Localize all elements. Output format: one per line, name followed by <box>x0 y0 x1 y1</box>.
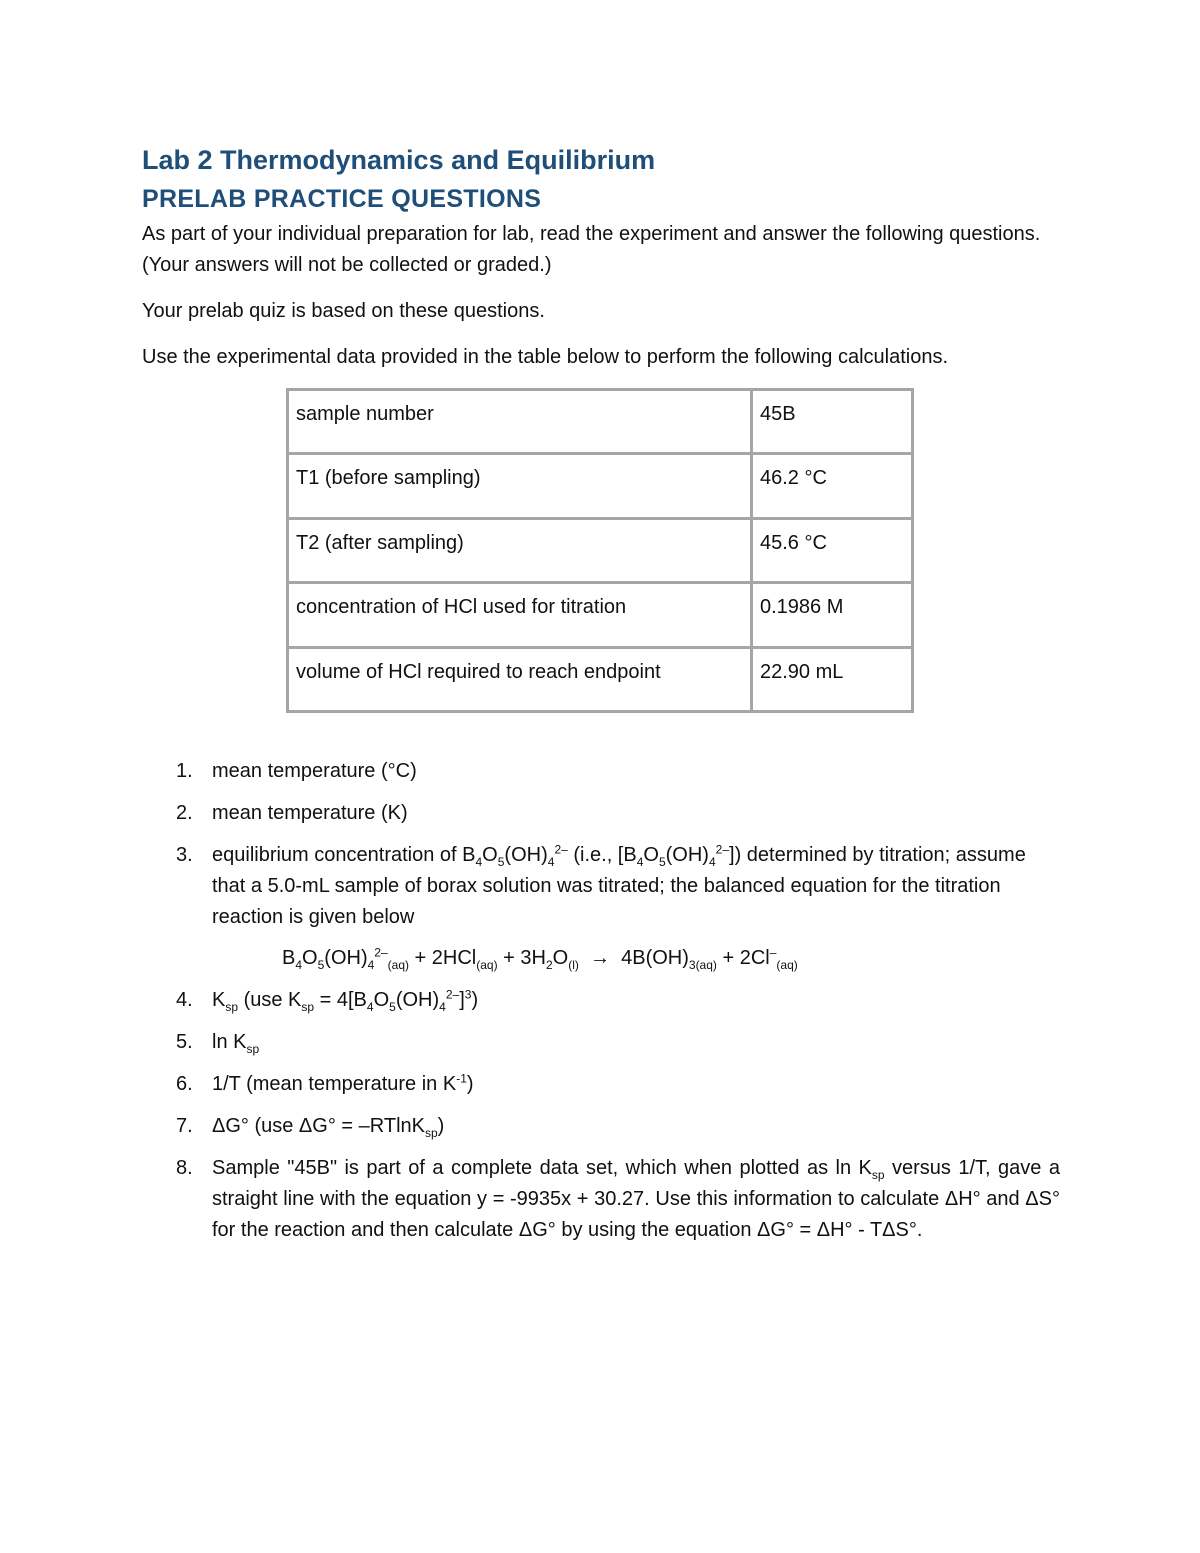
question-text: mean temperature (K) <box>212 802 408 824</box>
row-value: 0.1986 M <box>752 583 913 647</box>
question-item <box>170 1027 1060 1058</box>
question-list <box>170 756 1060 1257</box>
question-number: 4. <box>176 989 193 1011</box>
row-value: 46.2 °C <box>752 454 913 518</box>
page-title: Lab 2 Thermodynamics and Equilibrium <box>142 145 656 175</box>
question-text: equilibrium concentration of $B_4O_5(OH)_4^{2-}$ (i.e., $[B_4O_5(OH)_4^{2-}]$) determined by titration; assume that a 5.0-mL sample of borax solution was titrated; the balanced equation for the titration reaction is given below <box>212 842 1026 928</box>
page-subtitle: PRELAB PRACTICE QUESTIONS <box>142 185 542 213</box>
row-label: T1 (before sampling) <box>288 454 752 518</box>
question-number: 5. <box>176 1031 193 1053</box>
question-text: mean temperature (°C) <box>212 760 417 782</box>
question-item <box>170 1111 1060 1142</box>
question-text: ΔG° (use ΔG° = –RTlnK$_{sp}$) <box>212 1115 445 1140</box>
row-label: sample number <box>288 390 752 454</box>
question-item <box>170 798 1060 829</box>
question-item <box>170 1153 1060 1246</box>
table-intro: Use the experimental data provided in the table below to perform the following calculations. <box>142 346 949 368</box>
question-number: 2. <box>176 802 193 824</box>
question-number: 6. <box>176 1073 193 1095</box>
question-text: $\ln K_{sp}$ <box>212 1031 260 1056</box>
question-item <box>170 756 1060 787</box>
document-body <box>142 140 1060 373</box>
row-value: 45.6 °C <box>752 518 913 582</box>
row-value: 22.90 mL <box>752 647 913 711</box>
data-table <box>286 388 914 713</box>
table-row <box>288 454 913 518</box>
intro-paragraph: As part of your individual preparation for lab, read the experiment and answer the following questions. (Your answers will not be collected or graded.) <box>142 223 1041 276</box>
question-item <box>170 1069 1060 1100</box>
row-label: T2 (after sampling) <box>288 518 752 582</box>
question-number: 7. <box>176 1115 193 1137</box>
question-number: 8. <box>176 1157 193 1179</box>
table-row <box>288 647 913 711</box>
question-number: 3. <box>176 844 193 866</box>
quiz-note: Your prelab quiz is based on these questions. <box>142 300 545 322</box>
table-row <box>288 390 913 454</box>
question-text: 1/T (mean temperature in $K^{-1}$) <box>212 1071 474 1095</box>
table-row <box>288 583 913 647</box>
table-row <box>288 518 913 582</box>
row-label: volume of HCl required to reach endpoint <box>288 647 752 711</box>
question-item <box>170 985 1060 1016</box>
balanced-equation: $B_4O_5(OH)_4^{2-}_{(aq)} + 2HCl_{(aq)} + 3H_2O_{(l)} \to 4B(OH)_{3(aq)} + 2Cl^-_{(aq)}$ <box>282 945 798 972</box>
question-text: $K_{sp}$ (use $K_{sp} = 4[B_4O_5(OH)_4^{2-}]^3$) <box>212 987 479 1014</box>
question-text: Sample "45B" is part of a complete data set, which when plotted as $\ln K_{sp}$ versus 1/T, gave a straight line with the equation y = -9935x + 30.27. Use this information to calculate ΔH° and ΔS° for the reaction and then calculate ΔG° by using the equation ΔG° = ΔH° - TΔS°. <box>212 1157 1060 1241</box>
question-number: 1. <box>176 760 193 782</box>
row-value: 45B <box>752 390 913 454</box>
question-item <box>170 840 1060 974</box>
row-label: concentration of HCl used for titration <box>288 583 752 647</box>
